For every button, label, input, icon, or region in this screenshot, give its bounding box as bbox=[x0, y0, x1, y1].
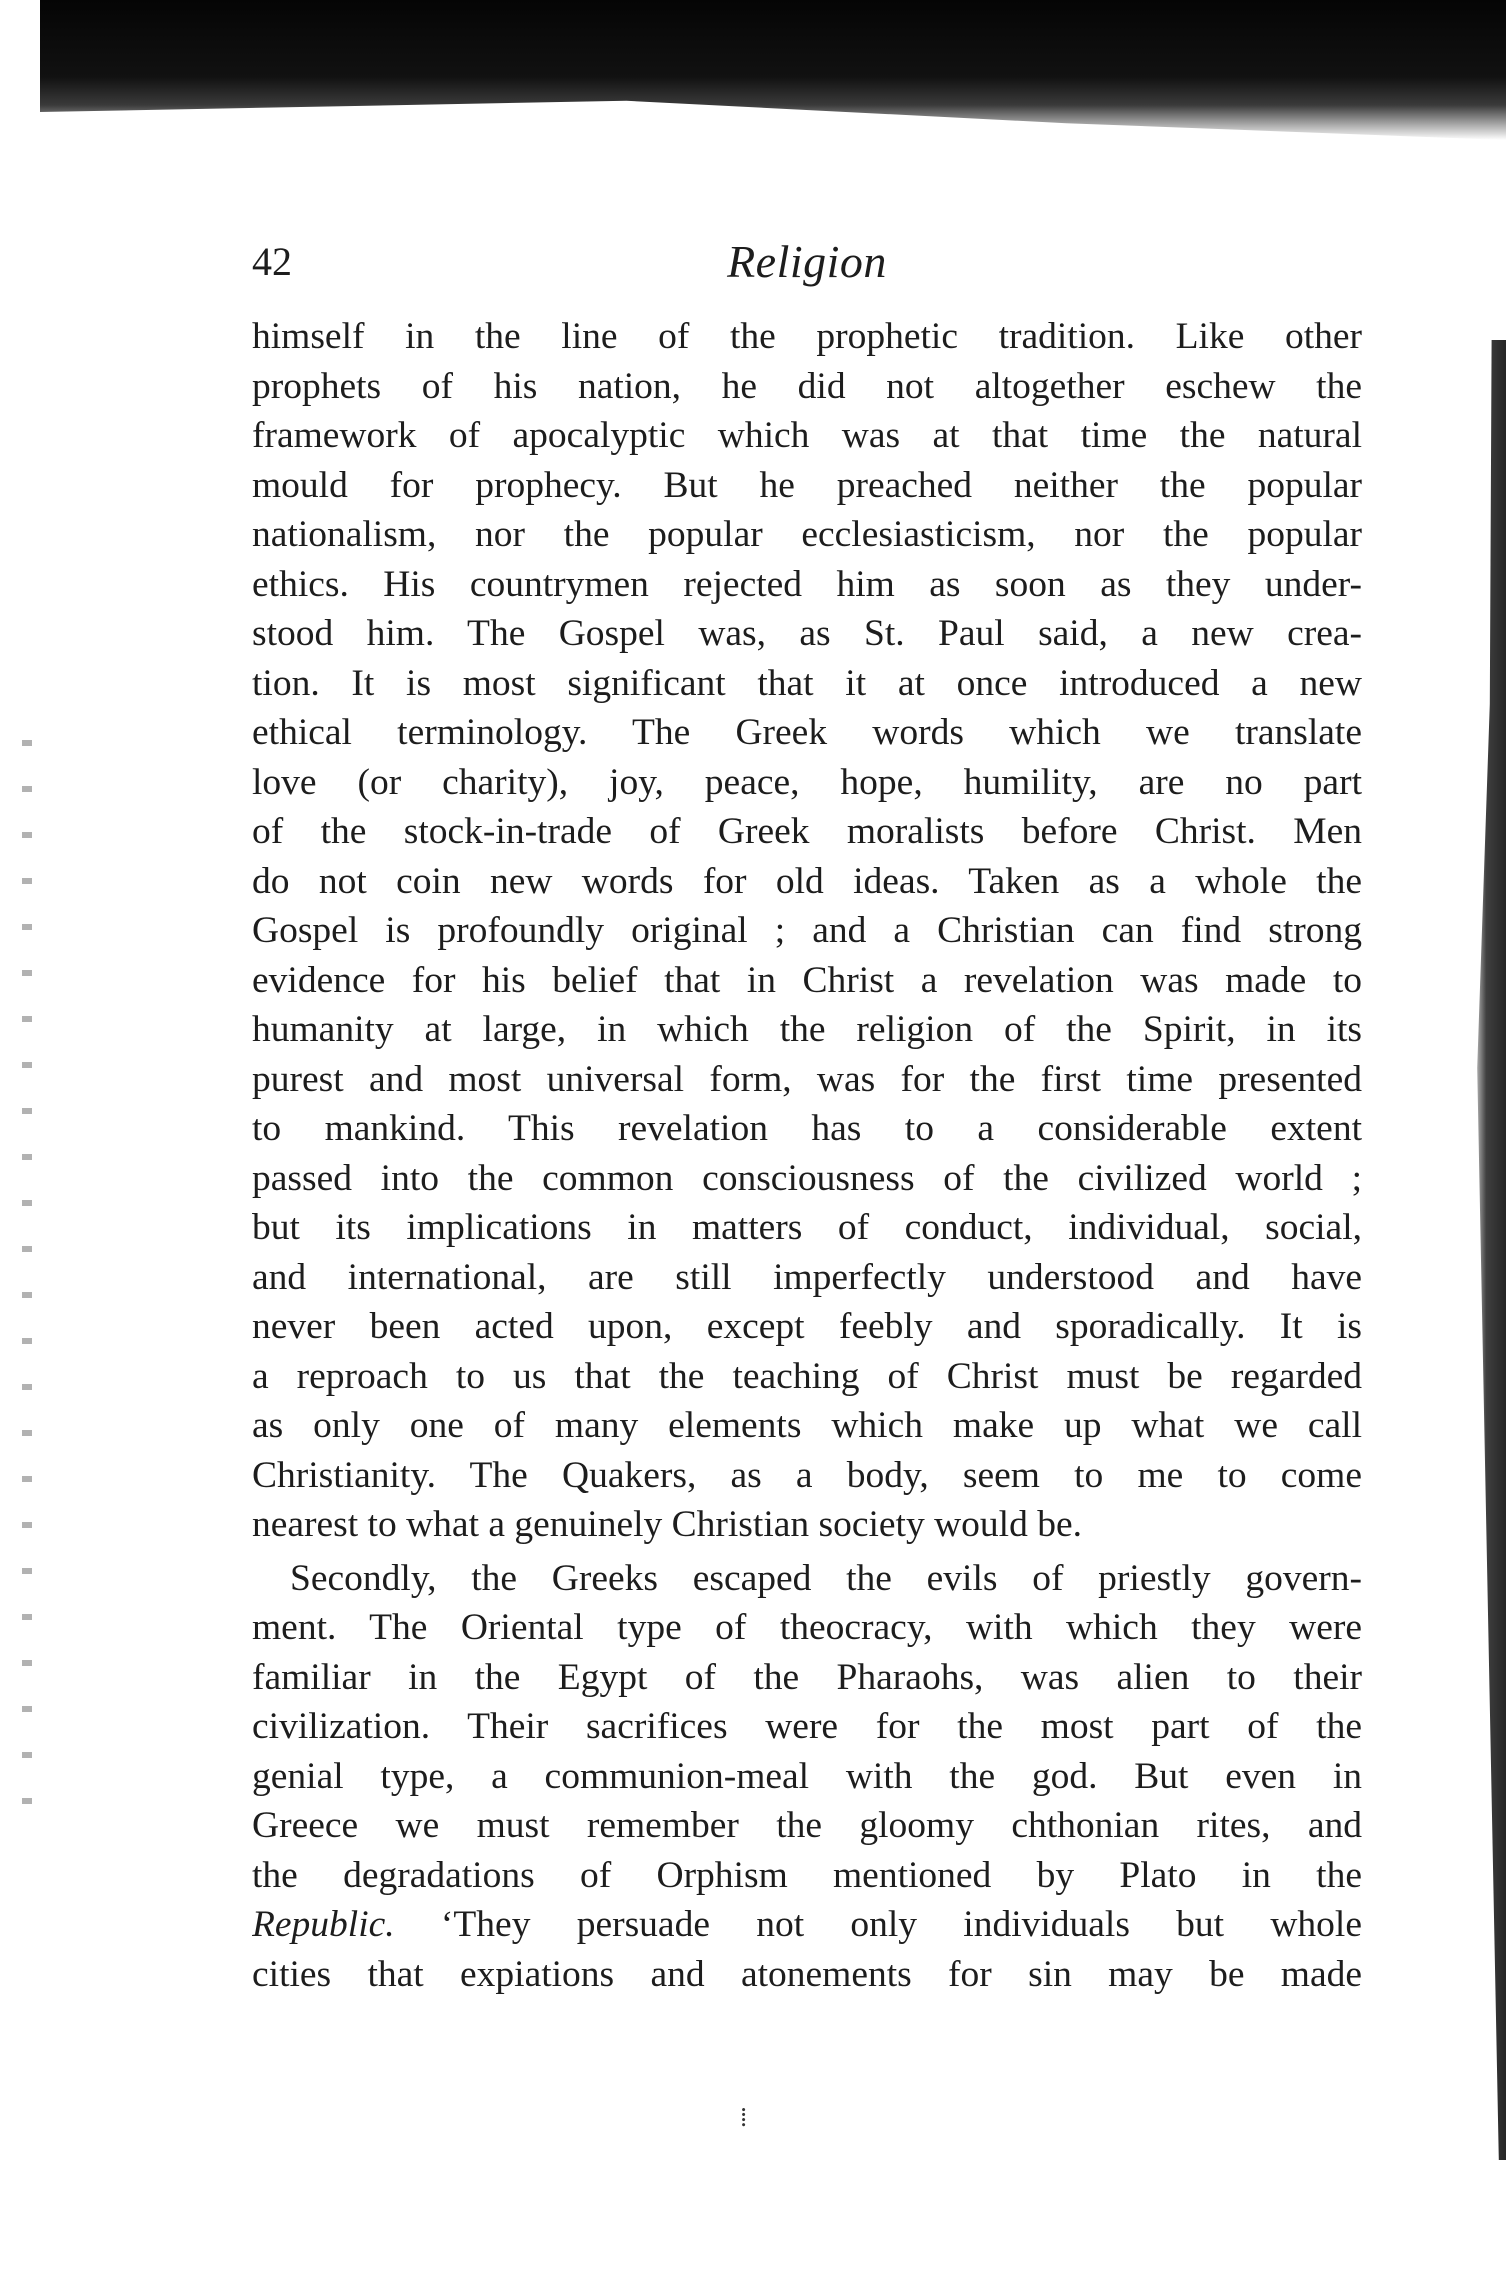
text-line: framework of apocalyptic which was at that time the natural bbox=[252, 415, 1362, 456]
text-line: a reproach to us that the teaching of Christ must be regarded bbox=[252, 1355, 1362, 1397]
text-line: prophets of his nation, he did not altogether eschew the bbox=[252, 365, 1362, 407]
text-line: and international, are still imperfectly understood and have bbox=[252, 1256, 1362, 1298]
text-line: nationalism, nor the popular ecclesiasticism, nor the popular bbox=[252, 514, 1362, 555]
text-line: but its implications in matters of conduct, individual, social, bbox=[252, 1207, 1362, 1248]
text-line: stood him. The Gospel was, as St. Paul said, a new crea- bbox=[252, 613, 1362, 654]
book-title: Republic. bbox=[252, 1904, 395, 1945]
text-line: as only one of many elements which make up what we call bbox=[252, 1405, 1362, 1446]
text-line: familiar in the Egypt of the Pharaohs, was alien to their bbox=[252, 1656, 1362, 1698]
text-line: never been acted upon, except feebly and sporadically. It is bbox=[252, 1306, 1362, 1347]
text-line: ethics. His countrymen rejected him as soon as they under- bbox=[252, 563, 1362, 605]
running-head: Religion bbox=[727, 236, 887, 287]
paragraph-first-line: Secondly, the Greeks escaped the evils of priestly govern- bbox=[290, 1557, 1362, 1599]
scan-shadow-right bbox=[1470, 340, 1506, 2160]
page-number: 42 bbox=[252, 239, 292, 284]
text-line: civilization. Their sacrifices were for the most part of the bbox=[252, 1706, 1362, 1747]
text-line: Greece we must remember the gloomy chthonian rites, and bbox=[252, 1805, 1362, 1846]
text-line: Republic. ‘They persuade not only individuals but whole bbox=[252, 1904, 1362, 1945]
text-line: cities that expiations and atonements for sin may be made bbox=[252, 1953, 1362, 1995]
page-header bbox=[252, 232, 1362, 292]
paragraph-last-line: nearest to what a genuinely Christian society would be. bbox=[252, 1504, 1082, 1545]
scan-mark-bottom: ⁞ bbox=[740, 2103, 748, 2132]
text-line: of the stock-in-trade of Greek moralists before Christ. Men bbox=[252, 811, 1362, 852]
text-line: himself in the line of the prophetic tradition. Like other bbox=[252, 316, 1362, 357]
text-line: Gospel is profoundly original ; and a Christian can find strong bbox=[252, 910, 1362, 951]
scan-shadow-top bbox=[40, 0, 1506, 140]
body-text bbox=[252, 312, 1362, 1999]
text-line: mould for prophecy. But he preached neither the popular bbox=[252, 464, 1362, 506]
text-line: ment. The Oriental type of theocracy, with which they were bbox=[252, 1607, 1362, 1648]
text-line: Christianity. The Quakers, as a body, seem to me to come bbox=[252, 1454, 1362, 1496]
text-line: to mankind. This revelation has to a considerable extent bbox=[252, 1108, 1362, 1149]
text-line: evidence for his belief that in Christ a revelation was made to bbox=[252, 959, 1362, 1001]
text-line: genial type, a communion-meal with the god. But even in bbox=[252, 1755, 1362, 1797]
text-line: purest and most universal form, was for the first time presented bbox=[252, 1058, 1362, 1100]
text-line: tion. It is most significant that it at once introduced a new bbox=[252, 662, 1362, 704]
text-line: ethical terminology. The Greek words which we translate bbox=[252, 712, 1362, 753]
scan-marks-left bbox=[22, 740, 32, 1820]
text-line: passed into the common consciousness of the civilized world ; bbox=[252, 1157, 1362, 1199]
text-line: do not coin new words for old ideas. Taken as a whole the bbox=[252, 860, 1362, 902]
text-line: love (or charity), joy, peace, hope, humility, are no part bbox=[252, 761, 1362, 803]
text-line: humanity at large, in which the religion of the Spirit, in its bbox=[252, 1009, 1362, 1050]
text-line: the degradations of Orphism mentioned by Plato in the bbox=[252, 1854, 1362, 1896]
